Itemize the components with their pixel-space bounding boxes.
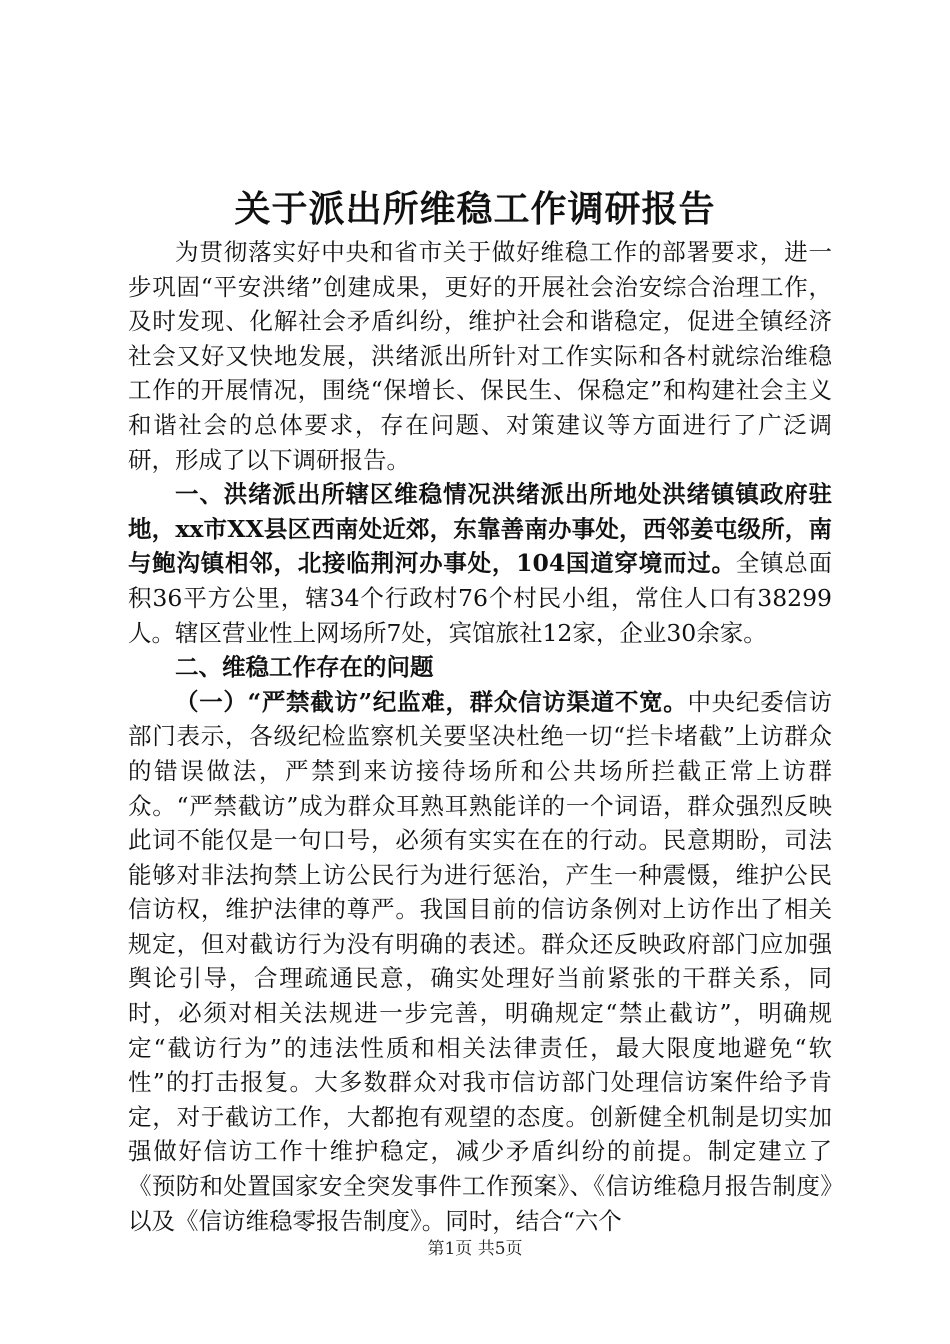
section-1-paragraph (128, 477, 832, 650)
subsection-1-paragraph (128, 685, 832, 1239)
section-2-heading: 二、维稳工作存在的问题 (175, 653, 434, 682)
subsection-1-body: 中央纪委信访部门表示，各级纪检监察机关要坚决杜绝一切“拦卡堵截”上访群众的错误做法，严禁到来访接待场所和公共场所拦截正常上访群众。“严禁截访”成为群众耳熟耳熟能详的一个词语，群众强烈反映此词不能仅是一句口号，必须有实实在在的行动。民意期盼，司法能够对非法拘禁上访公民行为进行惩治，产生一种震慑，维护公民信访权，维护法律的尊严。我国目前的信访条例对上访作出了相关规定，但对截访行为没有明确的表述。群众还反映政府部门应加强舆论引导，合理疏通民意，确实处理好当前紧张的干群关系，同时，必须对相关法规进一步完善，明确规定“禁止截访”，明确规定“截访行为”的违法性质和相关法律责任，最大限度地避免“软性”的打击报复。大多数群众对我市信访部门处理信访案件给予肯定，对于截访工作，大都抱有观望的态度。创新健全机制是切实加强做好信访工作十维护稳定，减少矛盾纠纷的前提。制定建立了《预防和处置国家安全突发事件工作预案》、《信访维稳月报告制度》以及《信访维稳零报告制度》。同时，结合“六个 (128, 687, 832, 1235)
subsection-1-heading: （一）“严禁截访”纪监难，群众信访渠道不宽。 (175, 687, 688, 716)
section-1-body: 全镇总面积36平方公里，辖34个行政村76个村民小组，常住人口有38299人。辖区营业性上网场所7处，宾馆旅社12家，企业30余家。 (128, 549, 833, 647)
document-title: 关于派出所维稳工作调研报告 (234, 188, 716, 230)
section-1-heading: 一、洪绪派出所辖区维稳情况洪绪派出所地处洪绪镇镇政府驻地，xx市XX县区西南处近郊，东靠善南办事处，西邻姜屯级所，南与鲍沟镇相邻，北接临荆河办事处，104国道穿境而过。 (128, 480, 832, 578)
page-footer: 第1页 共5页 (427, 1239, 523, 1259)
intro-paragraph: 为贯彻落实好中央和省市关于做好维稳工作的部署要求，进一步巩固“平安洪绪”创建成果，更好的开展社会治安综合治理工作，及时发现、化解社会矛盾纠纷，维护社会和谐稳定，促进全镇经济社会又好又快地发展，洪绪派出所针对工作实际和各村就综治维稳工作的开展情况，围绕“保增长、保民生、保稳定”和构建社会主义和谐社会的总体要求，存在问题、对策建议等方面进行了广泛调研，形成了以下调研报告。 (128, 238, 832, 474)
document-body (128, 235, 832, 1238)
